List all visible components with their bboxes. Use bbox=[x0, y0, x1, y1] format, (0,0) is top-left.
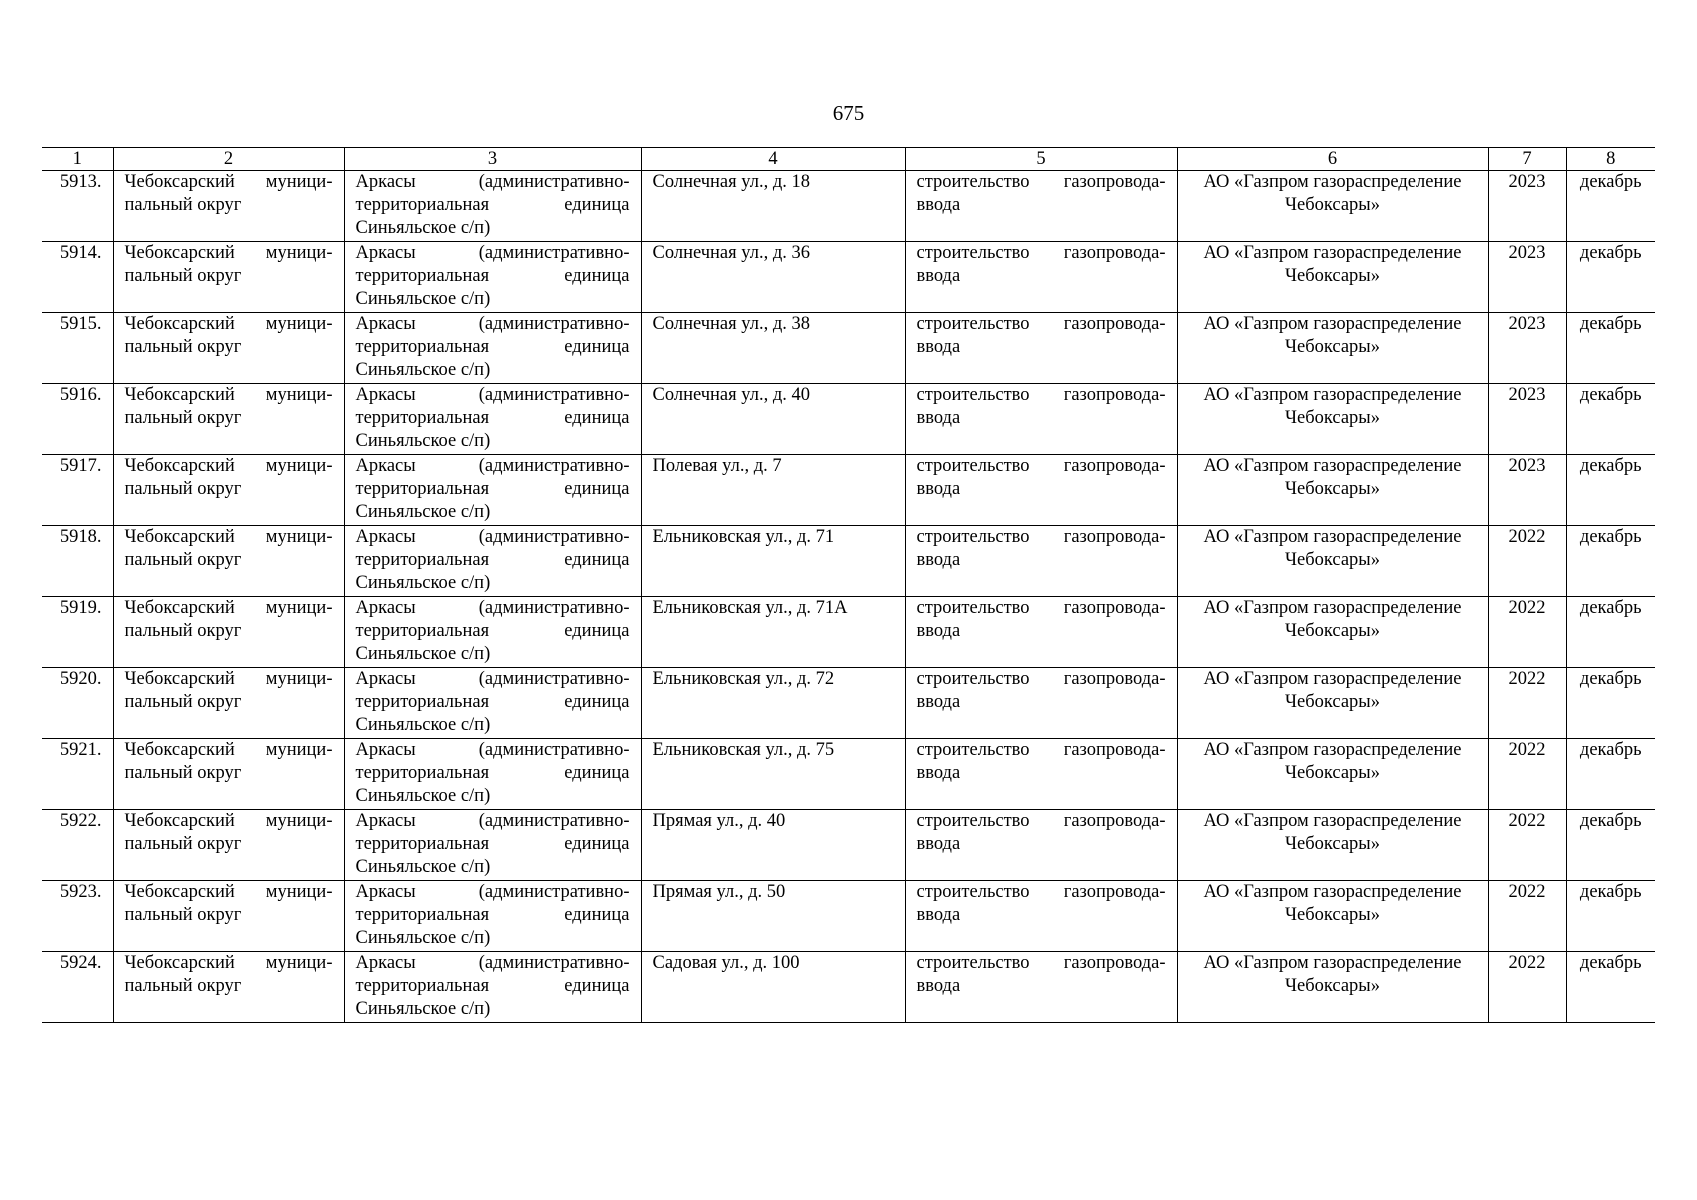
work-type-line: ввода bbox=[916, 479, 961, 499]
district-line: пальный округ bbox=[124, 550, 242, 570]
column-header: 6 bbox=[1177, 148, 1488, 171]
organization-line: Чебоксары» bbox=[1284, 408, 1380, 428]
organization-line: АО «Газпром газораспределение bbox=[1203, 243, 1462, 263]
organization-cell bbox=[1177, 668, 1488, 739]
month-cell: декабрь bbox=[1566, 384, 1655, 455]
district-line: Чебоксарский муници- bbox=[124, 669, 333, 689]
district-line: пальный округ bbox=[124, 337, 242, 357]
district-cell bbox=[113, 242, 344, 313]
work-type-line: ввода bbox=[916, 337, 961, 357]
work-type-cell bbox=[905, 384, 1177, 455]
settlement-cell bbox=[344, 739, 641, 810]
settlement-line: Аркасы (административно- bbox=[355, 882, 630, 902]
row-number: 5922. bbox=[42, 810, 113, 881]
table-header bbox=[42, 148, 1655, 171]
organization-cell bbox=[1177, 810, 1488, 881]
settlement-cell bbox=[344, 384, 641, 455]
organization-line: АО «Газпром газораспределение bbox=[1203, 811, 1462, 831]
page-number: 675 bbox=[832, 101, 865, 125]
organization-line: Чебоксары» bbox=[1284, 905, 1380, 925]
district-cell bbox=[113, 313, 344, 384]
row-number: 5917. bbox=[42, 455, 113, 526]
district-line: пальный округ bbox=[124, 621, 242, 641]
month-cell: декабрь bbox=[1566, 668, 1655, 739]
settlement-cell bbox=[344, 455, 641, 526]
work-type-line: ввода bbox=[916, 976, 961, 996]
work-type-cell bbox=[905, 455, 1177, 526]
year-cell: 2022 bbox=[1488, 881, 1566, 952]
address-cell: Солнечная ул., д. 40 bbox=[641, 384, 905, 455]
address-cell: Солнечная ул., д. 18 bbox=[641, 171, 905, 242]
work-type-line: строительство газопровода- bbox=[916, 243, 1166, 263]
district-cell bbox=[113, 881, 344, 952]
organization-line: АО «Газпром газораспределение bbox=[1203, 314, 1462, 334]
month-cell: декабрь bbox=[1566, 881, 1655, 952]
month-cell: декабрь bbox=[1566, 810, 1655, 881]
settlement-line: территориальная единица bbox=[355, 834, 630, 854]
year-cell: 2022 bbox=[1488, 526, 1566, 597]
district-line: пальный округ bbox=[124, 834, 242, 854]
work-type-cell bbox=[905, 597, 1177, 668]
work-type-line: ввода bbox=[916, 195, 961, 215]
settlement-line: Аркасы (административно- bbox=[355, 953, 630, 973]
row-number: 5915. bbox=[42, 313, 113, 384]
district-line: Чебоксарский муници- bbox=[124, 172, 333, 192]
year-cell: 2023 bbox=[1488, 171, 1566, 242]
settlement-cell bbox=[344, 597, 641, 668]
district-line: Чебоксарский муници- bbox=[124, 527, 333, 547]
district-line: пальный округ bbox=[124, 763, 242, 783]
table-row bbox=[42, 739, 1655, 810]
district-line: Чебоксарский муници- bbox=[124, 243, 333, 263]
work-type-line: ввода bbox=[916, 763, 961, 783]
organization-line: АО «Газпром газораспределение bbox=[1203, 598, 1462, 618]
year-cell: 2023 bbox=[1488, 384, 1566, 455]
work-type-cell bbox=[905, 313, 1177, 384]
organization-line: АО «Газпром газораспределение bbox=[1203, 882, 1462, 902]
address-cell: Ельниковская ул., д. 75 bbox=[641, 739, 905, 810]
district-cell bbox=[113, 952, 344, 1023]
work-type-cell bbox=[905, 171, 1177, 242]
year-cell: 2022 bbox=[1488, 739, 1566, 810]
organization-line: Чебоксары» bbox=[1284, 550, 1380, 570]
district-line: пальный округ bbox=[124, 195, 242, 215]
work-type-line: строительство газопровода- bbox=[916, 385, 1166, 405]
work-type-cell bbox=[905, 242, 1177, 313]
row-number: 5924. bbox=[42, 952, 113, 1023]
settlement-line: Аркасы (административно- bbox=[355, 598, 630, 618]
address-cell: Прямая ул., д. 50 bbox=[641, 881, 905, 952]
work-type-line: ввода bbox=[916, 834, 961, 854]
work-type-line: ввода bbox=[916, 692, 961, 712]
year-cell: 2023 bbox=[1488, 242, 1566, 313]
settlement-line: территориальная единица bbox=[355, 621, 630, 641]
table-row bbox=[42, 952, 1655, 1023]
year-cell: 2022 bbox=[1488, 597, 1566, 668]
table-row bbox=[42, 242, 1655, 313]
work-type-line: ввода bbox=[916, 905, 961, 925]
settlement-line: Синьяльское с/п) bbox=[355, 999, 491, 1019]
column-header: 5 bbox=[905, 148, 1177, 171]
district-line: Чебоксарский муници- bbox=[124, 598, 333, 618]
settlement-line: Аркасы (административно- bbox=[355, 740, 630, 760]
organization-line: Чебоксары» bbox=[1284, 763, 1380, 783]
row-number: 5921. bbox=[42, 739, 113, 810]
work-type-line: строительство газопровода- bbox=[916, 669, 1166, 689]
column-header: 3 bbox=[344, 148, 641, 171]
settlement-line: Аркасы (административно- bbox=[355, 385, 630, 405]
address-cell: Полевая ул., д. 7 bbox=[641, 455, 905, 526]
settlement-line: Синьяльское с/п) bbox=[355, 715, 491, 735]
settlement-line: территориальная единица bbox=[355, 905, 630, 925]
address-cell: Солнечная ул., д. 36 bbox=[641, 242, 905, 313]
settlement-line: территориальная единица bbox=[355, 266, 630, 286]
district-cell bbox=[113, 668, 344, 739]
year-cell: 2022 bbox=[1488, 952, 1566, 1023]
work-type-line: строительство газопровода- bbox=[916, 598, 1166, 618]
work-type-cell bbox=[905, 810, 1177, 881]
district-line: пальный округ bbox=[124, 266, 242, 286]
settlement-line: территориальная единица bbox=[355, 550, 630, 570]
settlement-line: Аркасы (административно- bbox=[355, 669, 630, 689]
month-cell: декабрь bbox=[1566, 526, 1655, 597]
month-cell: декабрь bbox=[1566, 597, 1655, 668]
table-row bbox=[42, 526, 1655, 597]
work-type-line: строительство газопровода- bbox=[916, 527, 1166, 547]
settlement-line: Синьяльское с/п) bbox=[355, 928, 491, 948]
organization-cell bbox=[1177, 242, 1488, 313]
table-row bbox=[42, 668, 1655, 739]
work-type-line: ввода bbox=[916, 550, 961, 570]
month-cell: декабрь bbox=[1566, 171, 1655, 242]
district-line: Чебоксарский муници- bbox=[124, 740, 333, 760]
district-cell bbox=[113, 739, 344, 810]
settlement-line: Синьяльское с/п) bbox=[355, 857, 491, 877]
organization-cell bbox=[1177, 171, 1488, 242]
work-type-cell bbox=[905, 739, 1177, 810]
organization-cell bbox=[1177, 526, 1488, 597]
row-number: 5920. bbox=[42, 668, 113, 739]
district-line: пальный округ bbox=[124, 692, 242, 712]
settlement-line: Синьяльское с/п) bbox=[355, 573, 491, 593]
organization-line: Чебоксары» bbox=[1284, 834, 1380, 854]
work-type-cell bbox=[905, 881, 1177, 952]
organization-line: Чебоксары» bbox=[1284, 479, 1380, 499]
settlement-line: территориальная единица bbox=[355, 763, 630, 783]
work-type-line: строительство газопровода- bbox=[916, 740, 1166, 760]
district-cell bbox=[113, 171, 344, 242]
address-cell: Прямая ул., д. 40 bbox=[641, 810, 905, 881]
settlement-cell bbox=[344, 313, 641, 384]
table-row bbox=[42, 810, 1655, 881]
organization-cell bbox=[1177, 313, 1488, 384]
row-number: 5919. bbox=[42, 597, 113, 668]
district-cell bbox=[113, 384, 344, 455]
column-header: 8 bbox=[1566, 148, 1655, 171]
settlement-line: территориальная единица bbox=[355, 195, 630, 215]
month-cell: декабрь bbox=[1566, 952, 1655, 1023]
organization-line: Чебоксары» bbox=[1284, 621, 1380, 641]
work-type-line: строительство газопровода- bbox=[916, 811, 1166, 831]
settlement-line: Синьяльское с/п) bbox=[355, 431, 491, 451]
row-number: 5923. bbox=[42, 881, 113, 952]
organization-cell bbox=[1177, 597, 1488, 668]
settlement-cell bbox=[344, 242, 641, 313]
table-row bbox=[42, 313, 1655, 384]
table-row bbox=[42, 171, 1655, 242]
organization-line: Чебоксары» bbox=[1284, 266, 1380, 286]
settlement-cell bbox=[344, 668, 641, 739]
month-cell: декабрь bbox=[1566, 455, 1655, 526]
settlement-cell bbox=[344, 881, 641, 952]
work-type-line: строительство газопровода- bbox=[916, 953, 1166, 973]
row-number: 5918. bbox=[42, 526, 113, 597]
settlement-cell bbox=[344, 810, 641, 881]
row-number: 5916. bbox=[42, 384, 113, 455]
settlement-line: Синьяльское с/п) bbox=[355, 786, 491, 806]
district-line: Чебоксарский муници- bbox=[124, 953, 333, 973]
settlement-line: Синьяльское с/п) bbox=[355, 360, 491, 380]
table-body bbox=[42, 171, 1655, 1023]
month-cell: декабрь bbox=[1566, 313, 1655, 384]
district-cell bbox=[113, 810, 344, 881]
settlement-cell bbox=[344, 952, 641, 1023]
organization-cell bbox=[1177, 739, 1488, 810]
work-type-cell bbox=[905, 952, 1177, 1023]
row-number: 5913. bbox=[42, 171, 113, 242]
settlement-line: территориальная единица bbox=[355, 976, 630, 996]
table-row bbox=[42, 597, 1655, 668]
settlement-line: Аркасы (административно- bbox=[355, 172, 630, 192]
organization-line: Чебоксары» bbox=[1284, 195, 1380, 215]
settlement-line: Синьяльское с/п) bbox=[355, 502, 491, 522]
district-cell bbox=[113, 455, 344, 526]
organization-line: Чебоксары» bbox=[1284, 692, 1380, 712]
month-cell: декабрь bbox=[1566, 242, 1655, 313]
work-type-line: ввода bbox=[916, 408, 961, 428]
year-cell: 2022 bbox=[1488, 810, 1566, 881]
address-cell: Ельниковская ул., д. 71 bbox=[641, 526, 905, 597]
settlement-line: Аркасы (административно- bbox=[355, 456, 630, 476]
organization-line: Чебоксары» bbox=[1284, 337, 1380, 357]
organization-cell bbox=[1177, 384, 1488, 455]
settlement-cell bbox=[344, 526, 641, 597]
address-cell: Солнечная ул., д. 38 bbox=[641, 313, 905, 384]
district-line: пальный округ bbox=[124, 479, 242, 499]
month-cell: декабрь bbox=[1566, 739, 1655, 810]
work-type-line: строительство газопровода- bbox=[916, 314, 1166, 334]
column-header: 7 bbox=[1488, 148, 1566, 171]
settlement-line: Аркасы (административно- bbox=[355, 811, 630, 831]
settlement-line: Аркасы (административно- bbox=[355, 314, 630, 334]
settlement-line: территориальная единица bbox=[355, 692, 630, 712]
address-cell: Ельниковская ул., д. 72 bbox=[641, 668, 905, 739]
district-line: Чебоксарский муници- bbox=[124, 385, 333, 405]
address-cell: Ельниковская ул., д. 71А bbox=[641, 597, 905, 668]
district-line: Чебоксарский муници- bbox=[124, 811, 333, 831]
column-header: 4 bbox=[641, 148, 905, 171]
column-header: 2 bbox=[113, 148, 344, 171]
settlement-line: Синьяльское с/п) bbox=[355, 218, 491, 238]
work-type-line: ввода bbox=[916, 621, 961, 641]
district-line: Чебоксарский муници- bbox=[124, 456, 333, 476]
district-cell bbox=[113, 597, 344, 668]
year-cell: 2022 bbox=[1488, 668, 1566, 739]
table-row bbox=[42, 455, 1655, 526]
year-cell: 2023 bbox=[1488, 313, 1566, 384]
work-type-cell bbox=[905, 668, 1177, 739]
settlement-line: Синьяльское с/п) bbox=[355, 289, 491, 309]
organization-cell bbox=[1177, 952, 1488, 1023]
organization-cell bbox=[1177, 455, 1488, 526]
district-cell bbox=[113, 526, 344, 597]
settlement-line: Аркасы (административно- bbox=[355, 527, 630, 547]
district-line: пальный округ bbox=[124, 905, 242, 925]
column-header: 1 bbox=[42, 148, 113, 171]
settlement-line: Аркасы (административно- bbox=[355, 243, 630, 263]
table-row bbox=[42, 881, 1655, 952]
register-table bbox=[42, 147, 1655, 1023]
address-cell: Садовая ул., д. 100 bbox=[641, 952, 905, 1023]
settlement-line: территориальная единица bbox=[355, 408, 630, 428]
row-number: 5914. bbox=[42, 242, 113, 313]
organization-line: АО «Газпром газораспределение bbox=[1203, 669, 1462, 689]
district-line: Чебоксарский муници- bbox=[124, 882, 333, 902]
district-line: пальный округ bbox=[124, 976, 242, 996]
organization-line: Чебоксары» bbox=[1284, 976, 1380, 996]
work-type-line: ввода bbox=[916, 266, 961, 286]
header-row bbox=[42, 148, 1655, 171]
organization-line: АО «Газпром газораспределение bbox=[1203, 527, 1462, 547]
organization-line: АО «Газпром газораспределение bbox=[1203, 740, 1462, 760]
year-cell: 2023 bbox=[1488, 455, 1566, 526]
organization-line: АО «Газпром газораспределение bbox=[1203, 385, 1462, 405]
organization-line: АО «Газпром газораспределение bbox=[1203, 172, 1462, 192]
settlement-line: Синьяльское с/п) bbox=[355, 644, 491, 664]
work-type-line: строительство газопровода- bbox=[916, 172, 1166, 192]
district-line: пальный округ bbox=[124, 408, 242, 428]
work-type-line: строительство газопровода- bbox=[916, 456, 1166, 476]
organization-line: АО «Газпром газораспределение bbox=[1203, 456, 1462, 476]
settlement-line: территориальная единица bbox=[355, 479, 630, 499]
work-type-line: строительство газопровода- bbox=[916, 882, 1166, 902]
organization-cell bbox=[1177, 881, 1488, 952]
settlement-line: территориальная единица bbox=[355, 337, 630, 357]
table-row bbox=[42, 384, 1655, 455]
work-type-cell bbox=[905, 526, 1177, 597]
organization-line: АО «Газпром газораспределение bbox=[1203, 953, 1462, 973]
district-line: Чебоксарский муници- bbox=[124, 314, 333, 334]
settlement-cell bbox=[344, 171, 641, 242]
